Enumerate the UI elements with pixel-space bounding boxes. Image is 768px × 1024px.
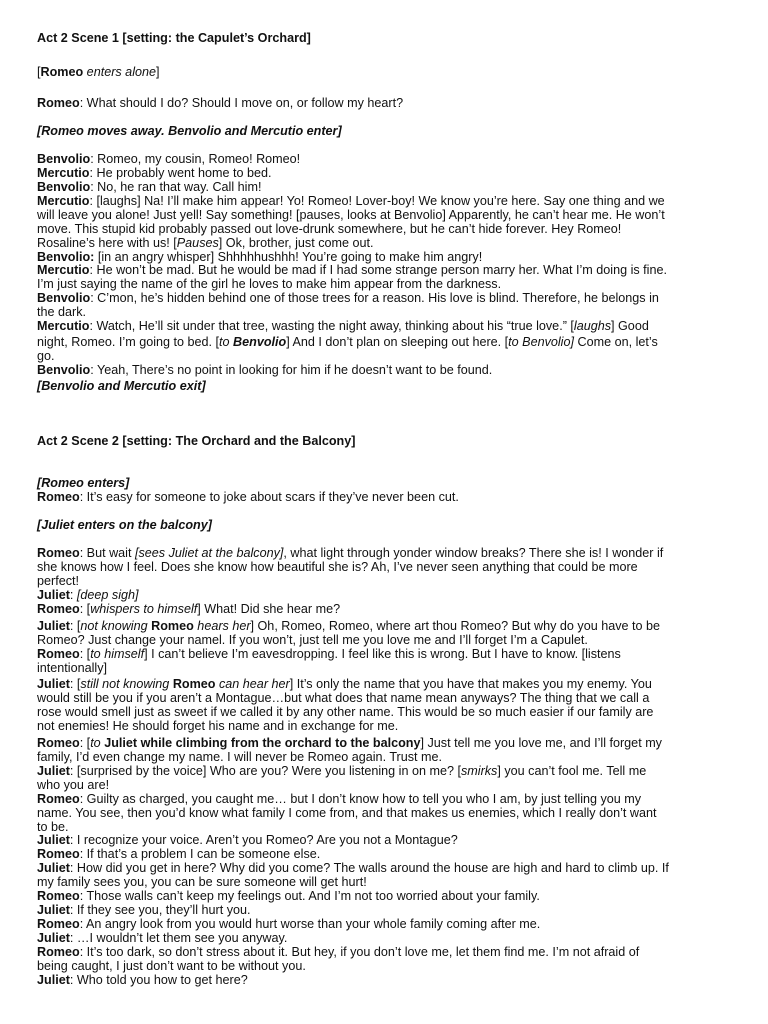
dialogue-text: : Those walls can’t keep my feelings out. And I’m not too worried about your family. xyxy=(79,889,540,903)
dialogue-text: : But wait xyxy=(79,546,135,560)
direction-text: whispers to himself xyxy=(90,602,198,616)
speaker-name: Juliet xyxy=(37,619,70,633)
dialogue-text: ] What! Did she hear me? xyxy=(197,602,341,616)
dialogue-text: : [ xyxy=(69,677,81,691)
dialogue-text: being caught, I just don’t want to be without you. xyxy=(37,959,306,973)
dialogue-line xyxy=(37,292,659,306)
dialogue-text: family, I’d even change my name. I will never be Romeo again. Trust me. xyxy=(37,750,443,764)
dialogue-text: will leave you alone! Just yell! Say something! [pauses, looks at Benvolio] Apparently, he can’t hear me. He won’t xyxy=(37,208,665,222)
scene-heading: Act 2 Scene 2 [setting: The Orchard and the Balcony] xyxy=(37,434,356,448)
speaker-name: Mercutio xyxy=(37,319,90,333)
dialogue-text: ] Ok, brother, just come out. xyxy=(218,236,374,250)
direction-text: Juliet while climbing from the orchard to the balcony xyxy=(104,736,421,750)
dialogue-text: who you are! xyxy=(37,778,110,792)
speaker-name: Romeo xyxy=(37,847,80,861)
direction-text: smirks xyxy=(460,764,498,778)
speaker-name: Juliet xyxy=(37,931,70,945)
dialogue-line xyxy=(37,167,272,181)
direction-text: to Benvolio] xyxy=(508,335,574,349)
bracket: ] xyxy=(156,65,160,79)
dialogue-text: : If that’s a problem I can be someone else. xyxy=(79,847,321,861)
dialogue-text: : What should I do? Should I move on, or follow my heart? xyxy=(79,96,404,110)
direction-text: hears her xyxy=(193,619,251,633)
dialogue-line xyxy=(37,793,641,807)
dialogue-text: : Yeah, There’s no point in looking for him if he doesn’t want to be found. xyxy=(90,363,493,377)
speaker-name: Mercutio xyxy=(37,166,90,180)
dialogue-text: : If they see you, they’ll hurt you. xyxy=(69,903,251,917)
direction-text: Pauses xyxy=(176,236,219,250)
dialogue-line xyxy=(37,918,540,932)
dialogue-line xyxy=(37,932,287,946)
dialogue-text: : …I wouldn’t let them see you anyway. xyxy=(69,931,288,945)
speaker-name: Romeo xyxy=(37,647,80,661)
dialogue-text: : Romeo, my cousin, Romeo! Romeo! xyxy=(90,152,301,166)
dialogue-text: : xyxy=(69,588,77,602)
dialogue-line xyxy=(37,491,459,505)
dialogue-text: : [surprised by the voice] Who are you? Were you listening in on me? [ xyxy=(69,764,461,778)
dialogue-text: ] It’s only the name that you have that makes you my enemy. You xyxy=(289,677,652,691)
speaker-name: Romeo xyxy=(37,546,80,560)
speaker-ref: Romeo xyxy=(172,677,216,691)
speaker-name: Benvolio xyxy=(37,291,91,305)
speaker-name: Benvolio xyxy=(37,363,91,377)
dialogue-text: : It’s easy for someone to joke about scars if they’ve never been cut. xyxy=(79,490,459,504)
dialogue-line xyxy=(37,974,248,988)
dialogue-text: move. This stupid kid probably passed out love-drunk somewhere, but he can’t hide forever. Hey Romeo! xyxy=(37,222,622,236)
dialogue-text: she knows how I feel. Does she know how beautiful she is? Ah, I’ve never seen anything that could be more xyxy=(37,560,638,574)
speaker-name: Juliet xyxy=(37,903,70,917)
dialogue-text: I’m just saying the name of the girl he loves to make him appear from the darkness. xyxy=(37,277,502,291)
dialogue-line xyxy=(37,946,639,960)
dialogue-line xyxy=(37,547,663,561)
dialogue-line xyxy=(37,834,458,848)
speaker-name: Romeo xyxy=(37,792,80,806)
dialogue-line xyxy=(37,364,492,378)
dialogue-line xyxy=(37,620,660,634)
dialogue-text: : Who told you how to get here? xyxy=(69,973,248,987)
speaker-name: Mercutio xyxy=(37,194,90,208)
dialogue-text: ] Just tell me you love me, and I’ll forget my xyxy=(420,736,662,750)
dialogue-text: : Guilty as charged, you caught me… but I don’t know how to tell you who I am, by just telling you my xyxy=(79,792,642,806)
scene-heading: Act 2 Scene 1 [setting: the Capulet’s Orchard] xyxy=(37,31,311,45)
dialogue-text: intentionally] xyxy=(37,661,108,675)
dialogue-text: : [ xyxy=(79,647,91,661)
speaker-name: Romeo xyxy=(37,945,80,959)
dialogue-line xyxy=(37,648,621,662)
speaker-name: Juliet xyxy=(37,677,70,691)
bracket: [ xyxy=(37,65,41,79)
dialogue-text: : An angry look from you would hurt worse than your whole family coming after me. xyxy=(79,917,541,931)
speaker-name: Mercutio xyxy=(37,263,90,277)
dialogue-text: : C’mon, he’s hidden behind one of those trees for a reason. His love is blind. Therefore, he belongs in xyxy=(90,291,659,305)
dialogue-line xyxy=(37,904,251,918)
speaker-ref: Romeo xyxy=(151,619,194,633)
dialogue-text: : [laughs] Na! I’ll make him appear! Yo! Romeo! Lover-boy! We know you’re here. Say one thing and we xyxy=(89,194,665,208)
dialogue-text: Rosaline’s here with us! [ xyxy=(37,236,177,250)
direction-text: laughs xyxy=(573,319,612,333)
dialogue-text: ] Good xyxy=(611,319,649,333)
stage-direction: [Benvolio and Mercutio exit] xyxy=(37,379,206,393)
speaker-name: Romeo xyxy=(37,96,80,110)
direction-text: to himself xyxy=(90,647,145,661)
dialogue-text: perfect! xyxy=(37,574,79,588)
dialogue-line xyxy=(37,264,667,278)
speaker-name: Romeo xyxy=(37,736,80,750)
dialogue-text: night, Romeo. I’m going to bed. [ xyxy=(37,335,220,349)
dialogue-text: , what light through yonder window breaks? There she is! I wonder if xyxy=(283,546,664,560)
dialogue-text: ] I can’t believe I’m eavesdropping. I feel like this is wrong. But I have to know. [listens xyxy=(144,647,621,661)
dialogue-text xyxy=(37,237,374,251)
speaker-name: Benvolio: xyxy=(37,250,95,264)
speaker-name: Juliet xyxy=(37,973,70,987)
direction-text: not knowing xyxy=(80,619,152,633)
dialogue-text: Romeo? Just change your namel. If you won’t, just tell me you love me and I’ll forget I’m a Capulet. xyxy=(37,633,588,647)
stage-direction: [Romeo enters] xyxy=(37,476,130,490)
dialogue-line xyxy=(37,320,649,334)
dialogue-text xyxy=(37,336,658,350)
dialogue-text: ] you can’t fool me. Tell me xyxy=(497,764,647,778)
dialogue-line xyxy=(37,589,139,603)
speaker-name: Juliet xyxy=(37,861,70,875)
direction-text: [deep sigh] xyxy=(76,588,139,602)
dialogue-text: : I recognize your voice. Aren’t you Romeo? Are you not a Montague? xyxy=(69,833,458,847)
dialogue-line xyxy=(37,97,403,111)
speaker-name: Romeo xyxy=(37,889,80,903)
dialogue-line xyxy=(37,678,652,692)
dialogue-text: rose would smell just as sweet if we called it by any other name. This would be so much easier if our family are xyxy=(37,705,654,719)
dialogue-text: : [ xyxy=(79,736,91,750)
stage-direction: [Juliet enters on the balcony] xyxy=(37,518,212,532)
speaker-name: Benvolio xyxy=(37,152,91,166)
dialogue-line xyxy=(37,181,261,195)
direction-text: can hear her xyxy=(215,677,290,691)
dialogue-text: ] And I don’t plan on sleeping out here. [ xyxy=(286,335,509,349)
speaker-name: Romeo xyxy=(37,490,80,504)
speaker-name: Romeo xyxy=(37,602,80,616)
speaker-name: Juliet xyxy=(37,588,70,602)
dialogue-line xyxy=(37,890,540,904)
dialogue-text: : [ xyxy=(79,602,91,616)
dialogue-text: : How did you get in here? Why did you come? The walls around the house are high and hard to climb up. If xyxy=(69,861,669,875)
dialogue-line xyxy=(37,765,646,779)
dialogue-text: ] Oh, Romeo, Romeo, where art thou Romeo? But why do you have to be xyxy=(250,619,661,633)
stage-direction xyxy=(37,66,160,80)
dialogue-text: my family sees you, you can be sure someone will get hurt! xyxy=(37,875,367,889)
dialogue-text: not enemies! He should forget his name and in exchange for me. xyxy=(37,719,399,733)
dialogue-text: go. xyxy=(37,349,55,363)
dialogue-text: : Watch, He’ll sit under that tree, wasting the night away, thinking about his “true love.” [ xyxy=(89,319,574,333)
dialogue-text: : He probably went home to bed. xyxy=(89,166,272,180)
direction-text: [sees Juliet at the balcony] xyxy=(134,546,284,560)
dialogue-text: : He won’t be mad. But he would be mad if I had some strange person marry her. What I’m doing is fine. xyxy=(89,263,667,277)
speaker-name: Juliet xyxy=(37,833,70,847)
direction-text: still not knowing xyxy=(80,677,173,691)
speaker-name: Romeo xyxy=(37,917,80,931)
direction-text: to xyxy=(219,335,234,349)
direction-text: enters alone xyxy=(83,65,157,79)
dialogue-text: [in an angry whisper] Shhhhhushhh! You’re going to make him angry! xyxy=(94,250,483,264)
dialogue-text: Come on, let’s xyxy=(573,335,658,349)
speaker-ref: Benvolio xyxy=(233,335,287,349)
stage-direction: [Romeo moves away. Benvolio and Mercutio enter] xyxy=(37,124,342,138)
dialogue-text: name. You see, then you’d know what family I come from, and that makes us enemies, which I really don’t want xyxy=(37,806,657,820)
dialogue-line xyxy=(37,848,320,862)
dialogue-line xyxy=(37,737,662,751)
speaker-name: Juliet xyxy=(37,764,70,778)
dialogue-text: would still be you if you aren’t a Montague…but what does that name mean anyways? The thing that we call a xyxy=(37,691,650,705)
direction-text: to xyxy=(90,736,105,750)
dialogue-text: : It’s too dark, so don’t stress about it. But hey, if you don’t love me, let them find me. I’m not afraid of xyxy=(79,945,640,959)
dialogue-line xyxy=(37,195,665,209)
dialogue-text: to be. xyxy=(37,820,69,834)
speaker-name: Benvolio xyxy=(37,180,91,194)
dialogue-line xyxy=(37,862,669,876)
dialogue-text: : [ xyxy=(69,619,81,633)
dialogue-line xyxy=(37,603,340,617)
dialogue-text: the dark. xyxy=(37,305,87,319)
dialogue-line xyxy=(37,153,300,167)
speaker-name: Romeo xyxy=(40,65,84,79)
dialogue-text: : No, he ran that way. Call him! xyxy=(90,180,262,194)
